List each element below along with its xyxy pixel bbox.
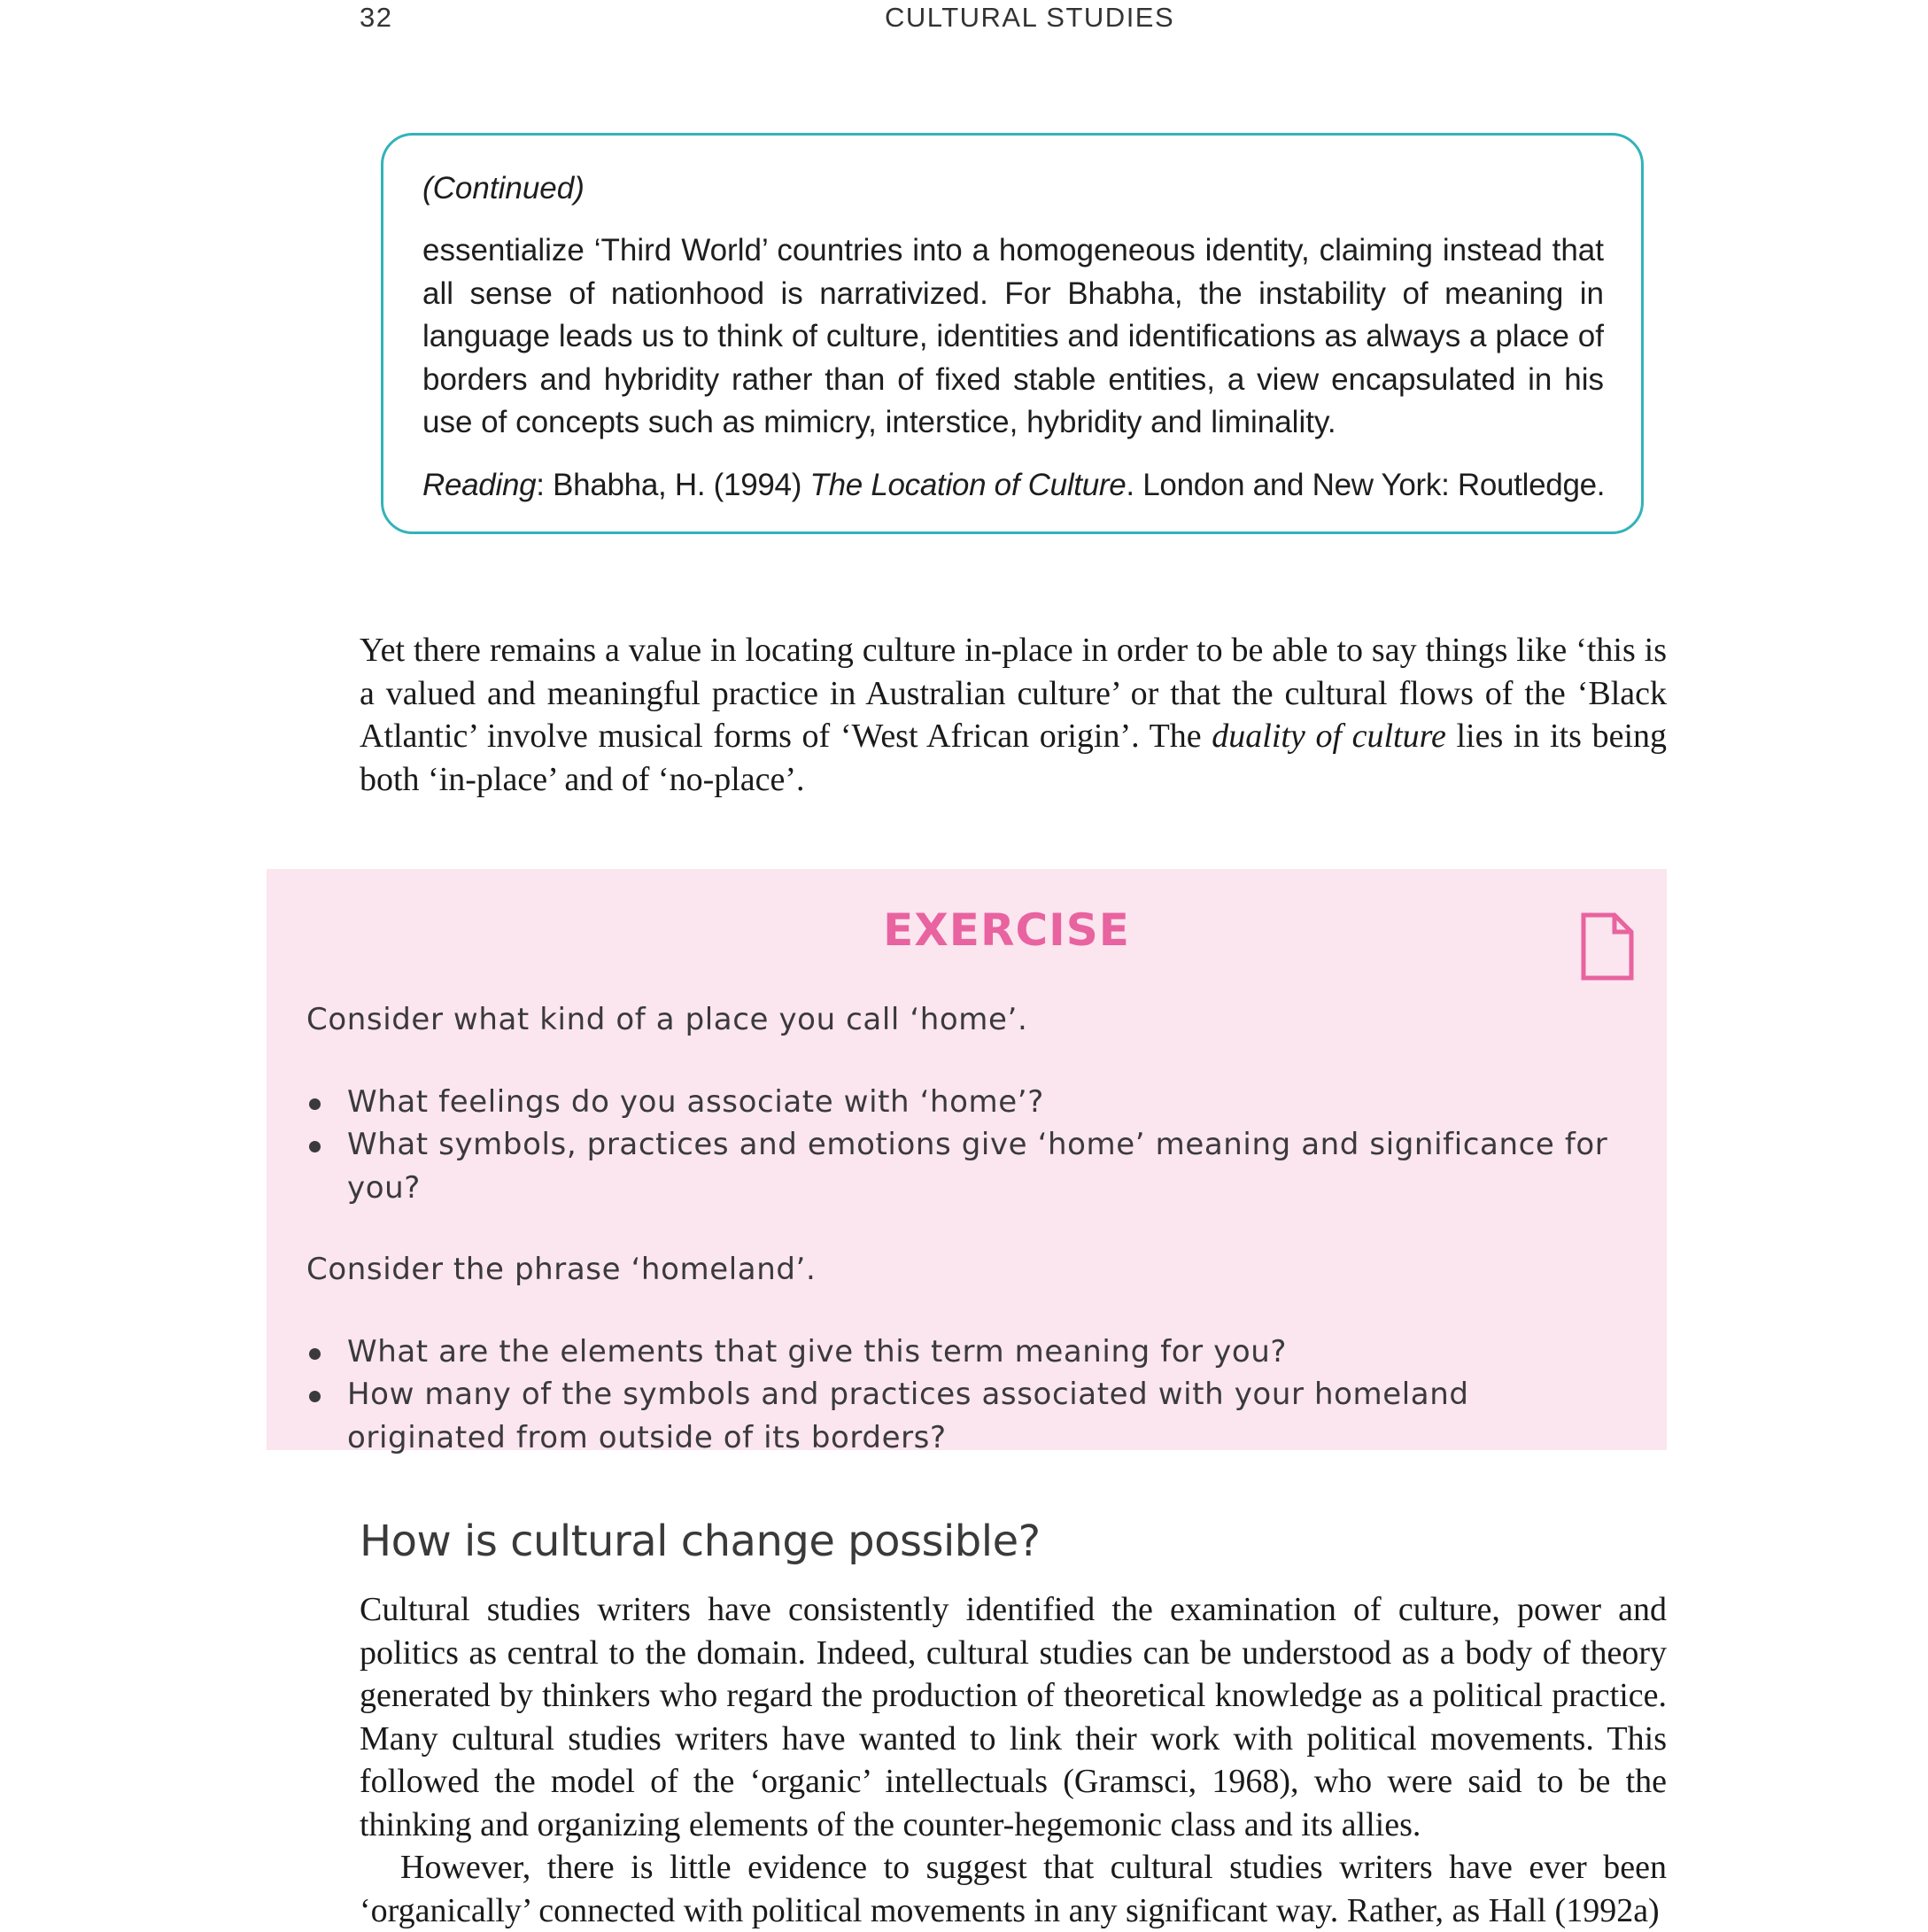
exercise-list-home	[306, 1081, 1635, 1210]
bullet-icon	[309, 1348, 321, 1360]
list-item-text: What are the elements that give this term meaning for you?	[347, 1333, 1288, 1369]
list-item-text: What feelings do you associate with ‘home’?	[347, 1083, 1044, 1120]
exercise-prompt-homeland: Consider the phrase ‘homeland’.	[306, 1252, 817, 1287]
list-item-text: What symbols, practices and emotions give ‘home’ meaning and significance for you?	[347, 1127, 1608, 1206]
reading-title: The Location of Culture	[809, 467, 1127, 502]
paragraph-1-text-end: lies in its being both ‘in-place’ and of ‘no-place’.	[360, 718, 1668, 798]
list-item	[306, 1081, 1635, 1124]
list-item	[306, 1123, 1635, 1209]
bullet-icon	[309, 1098, 321, 1110]
bullet-icon	[309, 1391, 321, 1402]
running-head: CULTURAL STUDIES	[885, 2, 1175, 33]
reading-reference	[422, 464, 1604, 508]
reading-author: : Bhabha, H. (1994)	[536, 467, 810, 502]
body-paragraph-1	[360, 629, 1667, 801]
page-number: 32	[360, 2, 393, 33]
bullet-icon	[309, 1141, 321, 1152]
exercise-title: EXERCISE	[883, 904, 1130, 956]
document-icon	[1581, 912, 1634, 981]
reading-publisher: . London and New York: Routledge.	[1126, 467, 1606, 502]
list-item	[306, 1373, 1635, 1459]
list-item-text: How many of the symbols and practices associated with your homeland originated from outside of its borders?	[347, 1377, 1469, 1455]
reading-label: Reading	[422, 467, 537, 502]
paragraph-1-text: Yet there remains a value in locating culture in-place in order to be able to say things like ‘this is a valued and meaningful practice in Australian culture’ or that the cultural flows of the ‘Black Atlantic’ involve musical forms of ‘West African origin’. The	[360, 632, 1667, 755]
continued-box	[381, 133, 1644, 534]
continued-label: (Continued)	[422, 171, 585, 206]
continued-box-text: essentialize ‘Third World’ countries into a homogeneous identity, claiming instead that all sense of nationhood is narrativized. For Bhabha, the instability of meaning in language leads us to think of culture, identities and identifications as always a place of borders and hybridity rather than of fixed stable entities, a view encapsulated in his use of concepts such as mimicry, interstice, hybridity and liminality.	[422, 233, 1604, 439]
exercise-prompt-home: Consider what kind of a place you call ‘home’.	[306, 1002, 1028, 1037]
page-header	[360, 0, 1670, 35]
exercise-box	[267, 869, 1667, 1455]
exercise-list-homeland	[306, 1331, 1635, 1460]
body-paragraph-3: However, there is little evidence to suggest that cultural studies writers have ever been ‘organically’ connected with political movements in any significant way. Rather, as Hall (1992a)	[360, 1849, 1667, 1929]
body-paragraph-2: Cultural studies writers have consistently identified the examination of culture, power and politics as central to the domain. Indeed, cultural studies can be understood as a body of theory generated by thinkers who regard the production of theoretical knowledge as a political practice. Many cultural studies writers have wanted to link their work with political movements. This followed the model of the ‘organic’ intellectuals (Gramsci, 1968), who were said to be the thinking and organizing elements of the counter-hegemonic class and its allies.	[360, 1591, 1667, 1843]
list-item	[306, 1331, 1635, 1374]
paragraph-1-emphasis: duality of culture	[1212, 718, 1446, 755]
exercise-content	[306, 998, 1635, 1498]
section-heading: How is cultural change possible?	[360, 1517, 1041, 1566]
